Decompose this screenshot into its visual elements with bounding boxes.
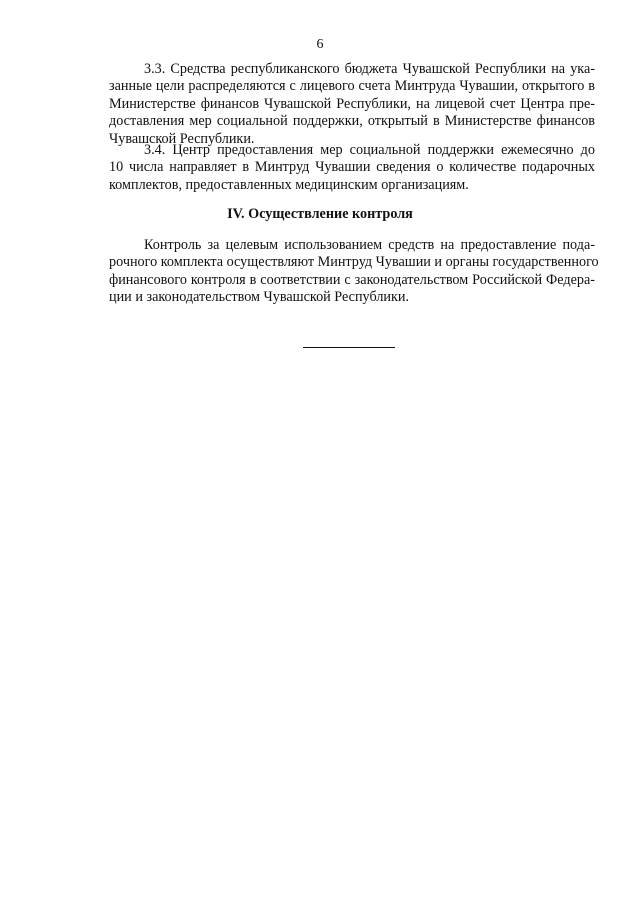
text-line: Контроль за целевым использованием средств на предоставление пода- — [144, 237, 595, 253]
page-number: 6 — [316, 37, 324, 52]
section-heading: IV. Осуществление контроля — [227, 206, 413, 222]
text-line: доставления мер социальной поддержки, открытый в Министерстве финансов — [109, 113, 595, 130]
paragraph-3-3 — [109, 61, 595, 148]
text-line: ции и законодательством Чувашской Республики. — [109, 289, 410, 306]
end-rule — [303, 347, 395, 348]
text-line: 3.3. Средства республиканского бюджета Чувашской Республики на ука- — [144, 61, 595, 77]
text-line: рочного комплекта осуществляют Минтруд Чувашии и органы государственного — [109, 254, 599, 271]
text-line: комплектов, предоставленных медицинским организациям. — [109, 176, 469, 193]
text-line: 10 числа направляет в Минтруд Чувашии сведения о количестве подарочных — [109, 159, 595, 176]
text-line: финансового контроля в соответствии с законодательством Российской Федера- — [109, 271, 595, 288]
text-line: Министерстве финансов Чувашской Республики, на лицевой счет Центра пре- — [109, 95, 595, 112]
paragraph-control — [109, 237, 599, 307]
text-line: Чувашской Республики. — [109, 130, 255, 147]
text-line: 3.4. Центр предоставления мер социальной поддержки ежемесячно до — [144, 142, 595, 158]
text-line: занные цели распределяются с лицевого счета Минтруда Чувашии, открытого в — [109, 78, 595, 95]
paragraph-3-4 — [109, 142, 595, 194]
